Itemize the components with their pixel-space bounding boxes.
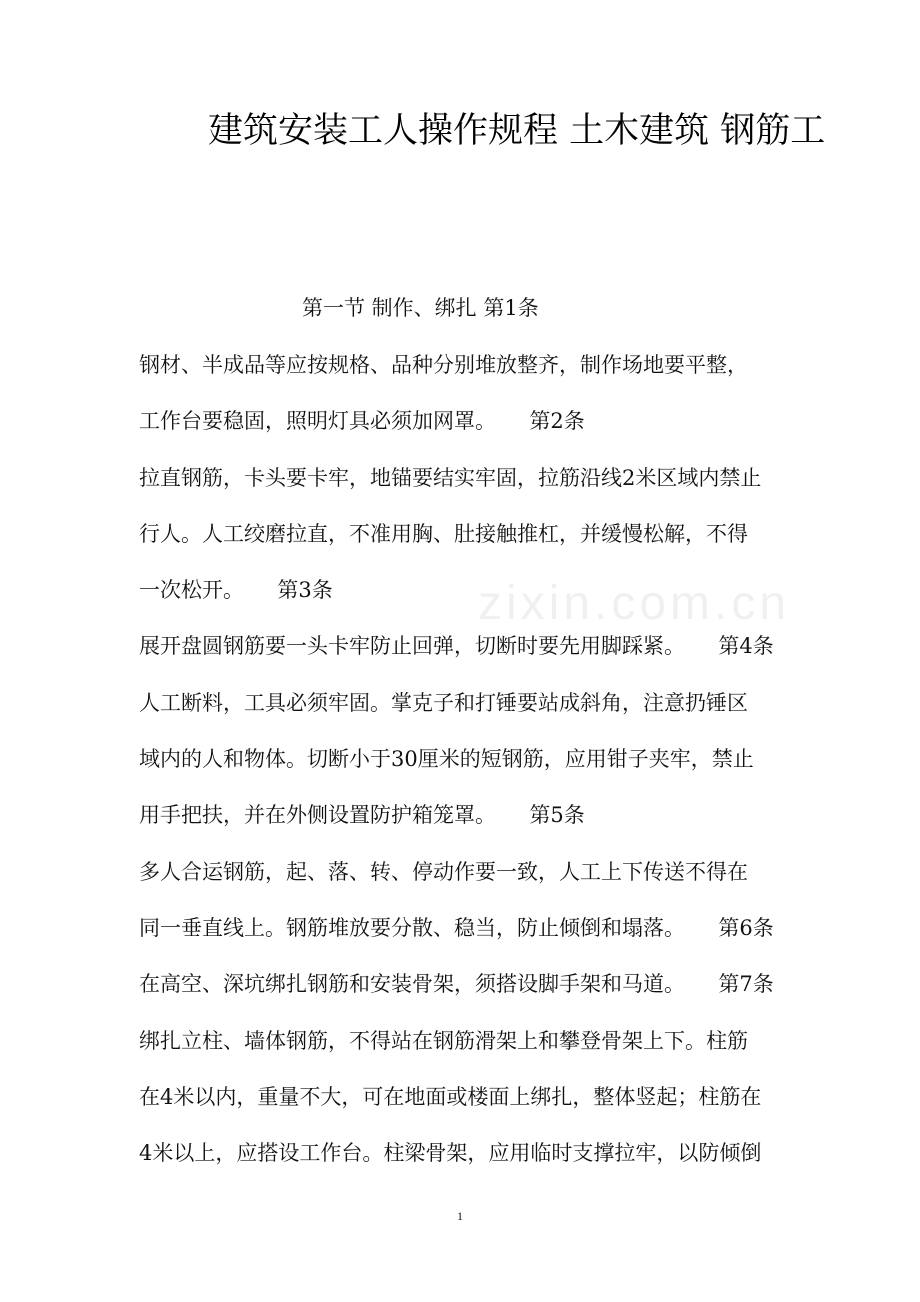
body-line: 用手把扶，并在外侧设置防护箱笼罩。 第5条 — [139, 803, 585, 828]
body-line: 展开盘圆钢筋要一头卡牢防止回弹，切断时要先用脚踩紧。 第4条 — [139, 634, 774, 659]
body-line: 拉直钢筋，卡头要卡牢，地锚要结实牢固，拉筋沿线2米区域内禁止 — [139, 465, 762, 490]
body-line: 域内的人和物体。切断小于30厘米的短钢筋，应用钳子夹牢，禁止 — [139, 747, 754, 772]
body-line: 在高空、深坑绑扎钢筋和安装骨架，须搭设脚手架和马道。 第7条 — [139, 972, 774, 997]
body-text — [139, 348, 783, 1192]
body-line: 绑扎立柱、墙体钢筋，不得站在钢筋滑架上和攀登骨架上下。柱筋 — [139, 1028, 748, 1053]
section-heading: 第一节 制作、绑扎 第1条 — [302, 296, 539, 320]
body-line: 钢材、半成品等应按规格、品种分别堆放整齐，制作场地要平整， — [139, 353, 748, 377]
body-line: 在4米以内，重量不大，可在地面或楼面上绑扎，整体竖起；柱筋在 — [139, 1084, 762, 1109]
body-line: 同一垂直线上。钢筋堆放要分散、稳当，防止倾倒和塌落。 第6条 — [139, 915, 774, 940]
body-line: 人工断料，工具必须牢固。掌克子和打锤要站成斜角，注意扔锤区 — [139, 690, 748, 715]
body-line: 4米以上，应搭设工作台。柱梁骨架，应用临时支撑拉牢，以防倾倒 — [139, 1141, 762, 1166]
body-line: 行人。人工绞磨拉直，不准用胸、肚接触推杠，并缓慢松解，不得 — [139, 521, 748, 546]
document-title: 建筑安装工人操作规程 土木建筑 钢筋工 — [208, 111, 826, 151]
watermark: zixin.com.cn — [478, 577, 791, 630]
body-line: 工作台要稳固，照明灯具必须加网罩。 第2条 — [139, 409, 585, 434]
body-line: 多人合运钢筋，起、落、转、停动作要一致，人工上下传送不得在 — [139, 859, 748, 884]
page-number: 1 — [457, 1209, 463, 1223]
body-line: 一次松开。 第3条 — [139, 578, 333, 603]
